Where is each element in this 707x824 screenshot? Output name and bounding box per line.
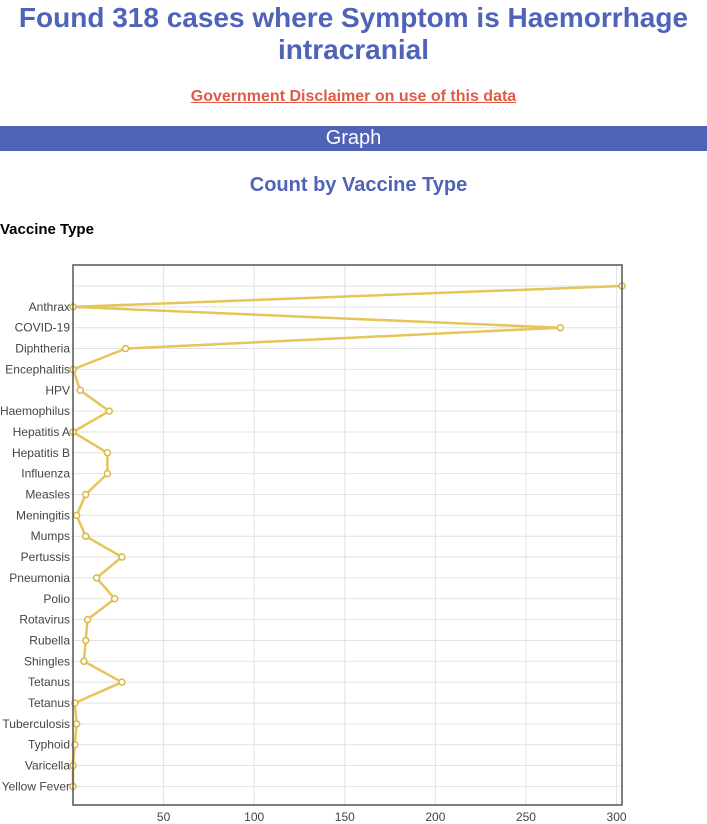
x-tick-label: 250 (515, 810, 536, 824)
y-tick-label: HPV (45, 383, 70, 398)
y-tick-label: Typhoid (27, 737, 70, 752)
data-point[interactable] (106, 408, 112, 414)
data-point[interactable] (94, 575, 100, 581)
y-tick-label: Hepatitis B (11, 445, 70, 460)
y-tick-label: Rotavirus (19, 612, 70, 627)
chart-title: Count by Vaccine Type (249, 174, 468, 196)
data-point[interactable] (119, 679, 125, 685)
y-tick-label: Rubella (29, 633, 70, 648)
y-tick-label: Pertussis (20, 550, 70, 565)
data-point[interactable] (83, 533, 89, 539)
y-tick-label: Shingles (23, 654, 70, 669)
y-tick-label: Tetanus (27, 675, 70, 690)
x-tick-label: 200 (425, 810, 446, 824)
y-axis-title: Vaccine Type (0, 221, 94, 238)
y-tick-label: Tuberculosis (2, 716, 70, 731)
data-point[interactable] (74, 721, 80, 727)
y-tick-label: Anthrax (28, 299, 70, 314)
y-tick-label: Pneumonia (9, 570, 70, 585)
section-header-graph: Graph (0, 126, 707, 151)
y-tick-label: Measles (25, 487, 70, 502)
data-point[interactable] (77, 387, 83, 393)
y-tick-label: Polio (43, 591, 70, 606)
data-point[interactable] (557, 325, 563, 331)
page-title: Found 318 cases where Symptom is Haemorrhage intracranial (18, 2, 689, 65)
y-tick-label: COVID-19 (14, 320, 70, 335)
y-tick-label: Meningitis (15, 508, 70, 523)
data-point[interactable] (83, 637, 89, 643)
y-tick-label: Mumps (30, 529, 70, 544)
data-point[interactable] (112, 596, 118, 602)
y-tick-label: Haemophilus (0, 404, 70, 419)
data-point[interactable] (81, 658, 87, 664)
data-point[interactable] (74, 512, 80, 518)
y-tick-label: Tetanus (27, 696, 70, 710)
data-point[interactable] (84, 617, 90, 623)
y-tick-label: Yellow Fever (1, 779, 70, 794)
data-point[interactable] (104, 450, 110, 456)
x-tick-label: 50 (156, 810, 171, 824)
y-tick-label: Influenza (21, 466, 70, 481)
x-tick-label: 150 (334, 810, 355, 824)
x-tick-label: 100 (244, 810, 265, 824)
data-point[interactable] (119, 554, 125, 560)
data-point[interactable] (83, 492, 89, 498)
data-point[interactable] (104, 471, 110, 477)
tick-labels (0, 300, 627, 824)
y-tick-label: Hepatitis A (12, 424, 70, 439)
disclaimer-link[interactable]: Government Disclaimer on use of this data (190, 88, 517, 105)
y-tick-label: Varicella (24, 758, 70, 773)
y-tick-label: Diphtheria (15, 341, 70, 356)
y-tick-label: Encephalitis (5, 362, 70, 377)
data-point[interactable] (123, 346, 129, 352)
x-tick-label: 300 (606, 810, 627, 824)
